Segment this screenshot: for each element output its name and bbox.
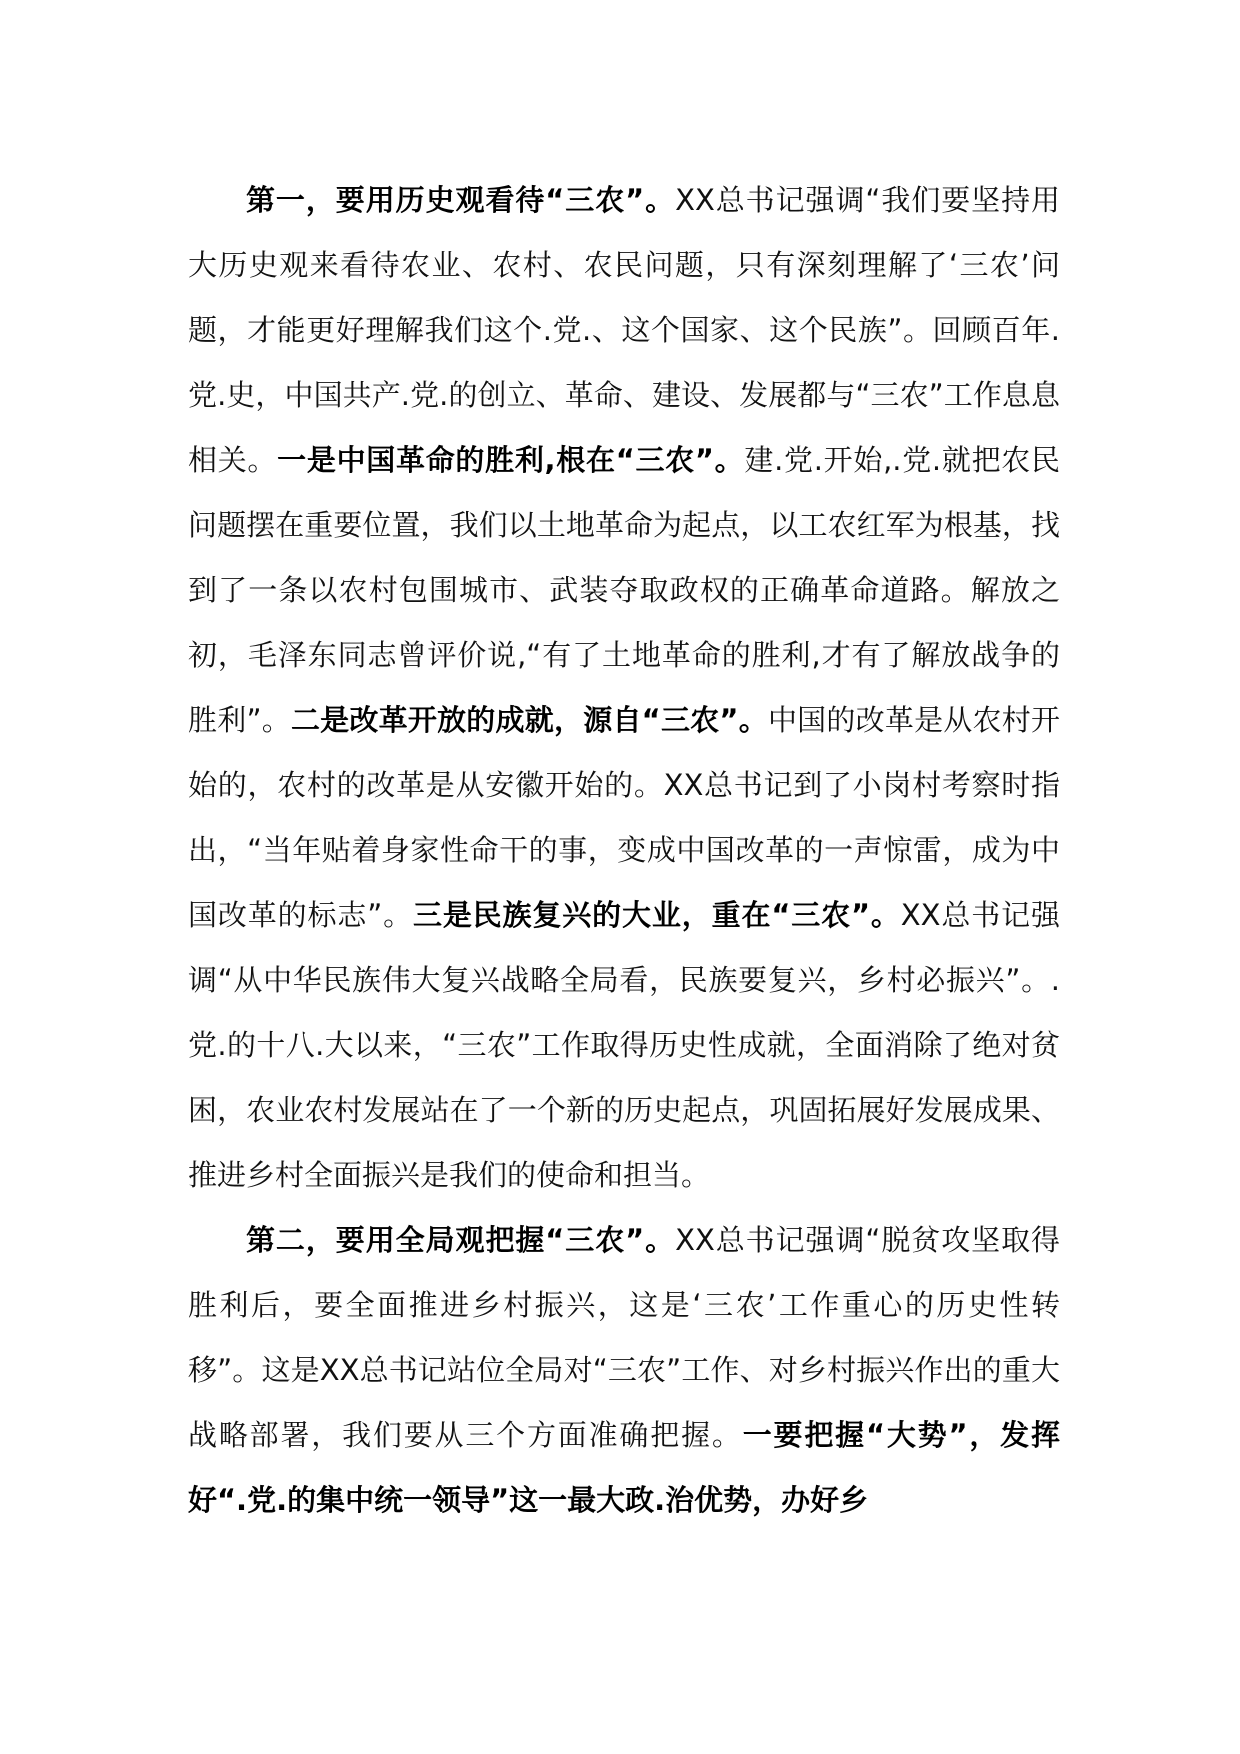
body-text: XX总书记强调“我们要坚持用大历史观来看待农业、农村、农民问题，只有深刻理解了‘三农’问题，才能更好理解我们这个.党.、这个国家、这个民族”。回顾百年.党.史，中国共产.党.的创立、革命、建设、发展都与“三农”工作息息相关。 <box>188 183 1060 477</box>
body-text: XX总书记强调“脱贫攻坚取得胜利后，要全面推进乡村振兴，这是‘三农’工作重心的历史性转移”。这是XX总书记站位全局对“三农”工作、对乡村振兴作出的重大战略部署，我们要从三个方面准确把握。 <box>188 1223 1060 1452</box>
heading-first-point: 第一，要用历史观看待“三农”。 <box>246 183 676 217</box>
subpoint-heading-3: 三是民族复兴的大业，重在“三农”。 <box>412 898 901 932</box>
body-text: 建.党.开始,.党.就把农民问题摆在重要位置，我们以土地革命为起点，以工农红军为根基，找到了一条以农村包围城市、武装夺取政权的正确革命道路。解放之初，毛泽东同志曾评价说,“有了土地革命的胜利,才有了解放战争的胜利”。 <box>188 443 1060 737</box>
subpoint-heading-1: 一要把握“大势”，发挥好“.党.的集中统一领导”这一最大政.治优势，办好乡 <box>188 1418 1060 1517</box>
body-text: XX总书记强调“从中华民族伟大复兴战略全局看，民族要复兴，乡村必振兴”。.党.的十八.大以来，“三农”工作取得历史性成就，全面消除了绝对贫困，农业农村发展站在了一个新的历史起点，巩固拓展好发展成果、推进乡村全面振兴是我们的使命和担当。 <box>188 898 1060 1192</box>
paragraph-first <box>188 168 1060 1208</box>
body-text: 中国的改革是从农村开始的，农村的改革是从安徽开始的。XX总书记到了小岗村考察时指出，“当年贴着身家性命干的事，变成中国改革的一声惊雷，成为中国改革的标志”。 <box>188 703 1060 932</box>
paragraph-second <box>188 1208 1060 1533</box>
document-body <box>188 168 1060 1533</box>
subpoint-heading-1: 一是中国革命的胜利,根在“三农”。 <box>277 443 745 477</box>
subpoint-heading-2: 二是改革开放的成就，源自“三农”。 <box>290 703 768 737</box>
heading-second-point: 第二，要用全局观把握“三农”。 <box>246 1223 676 1257</box>
